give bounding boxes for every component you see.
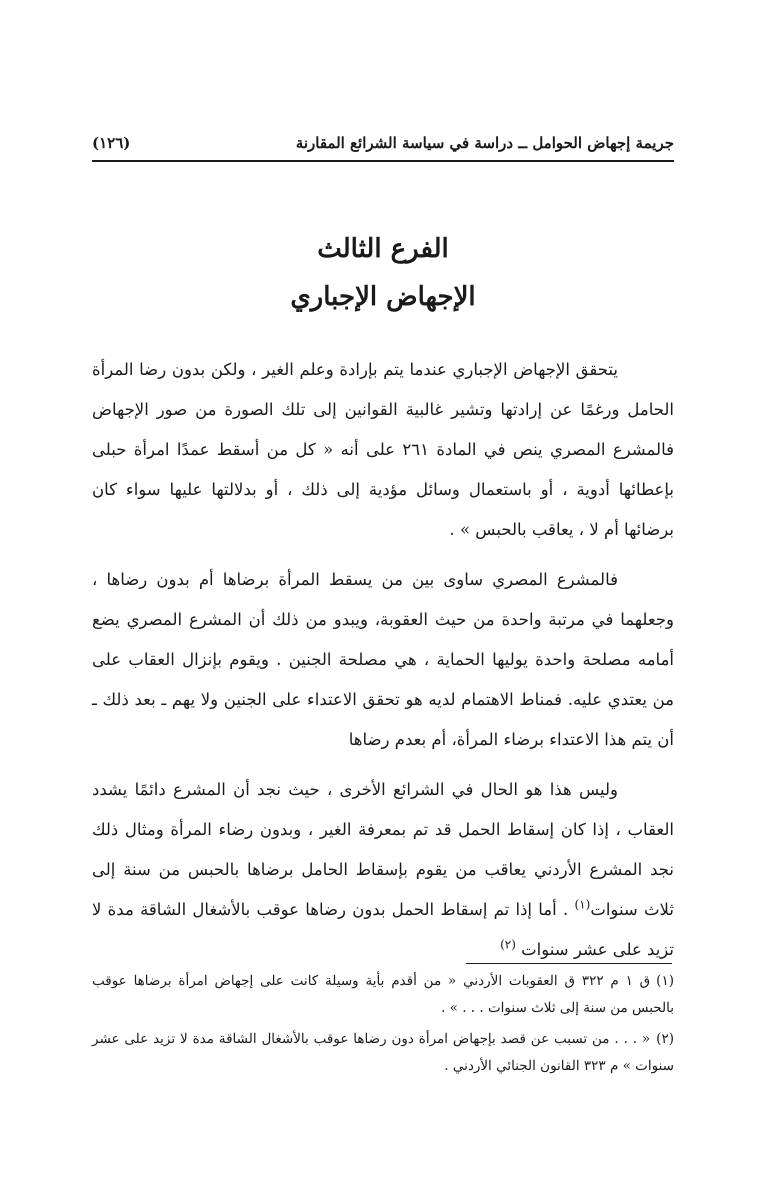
paragraph-3-part-2: . أما إذا تم إسقاط الحمل بدون رضاها عوقب بالأشغال الشاقة مدة لا تزيد على عشر سنوات [92, 900, 674, 959]
footnote-marker-2: (٢) [500, 937, 516, 952]
paragraph-3-part-1: وليس هذا هو الحال في الشرائع الأخرى ، حيث نجد أن المشرع دائمًا يشدد العقاب ، إذا كان إسقاط الحمل قد تم بمعرفة الغير ، وبدون رضاء المرأة ومثال ذلك نجد المشرع الأردني يعاقب من يقوم بإسقاط الحامل برضاها بالحبس من سنة إلى ثلاث سنوات [92, 780, 675, 919]
section-title: الفرع الثالث [317, 234, 449, 264]
paragraph-3 [92, 770, 674, 970]
section-subtitle: الإجهاض الإجباري [290, 282, 476, 312]
footnote-2-text: « . . . من تسبب عن قصد بإجهاض امرأة دون رضاها عوقب بالأشغال الشاقة مدة لا تزيد على عشر سنوات » م ٣٢٣ القانون الجنائي الأردني . [92, 1031, 674, 1074]
footnote-1-number: (١) [656, 973, 674, 989]
header-divider [92, 160, 674, 162]
footnote-2-number: (٢) [656, 1031, 674, 1047]
footnote-1-text: ق ١ م ٣٢٢ ق العقوبات الأردني « من أقدم بأية وسيلة كانت على إجهاض امرأة برضاها عوقب بالحبس من سنة إلى ثلاث سنوات . . . » . [92, 973, 674, 1016]
footnote-2 [92, 1026, 674, 1080]
page-number: (١٢٦) [92, 134, 131, 152]
body-text [92, 350, 674, 970]
running-header [92, 128, 674, 158]
footnote-marker-1: (١) [574, 897, 591, 912]
footnote-1 [92, 968, 674, 1022]
footnote-divider [466, 963, 672, 964]
paragraph-2: فالمشرع المصري ساوى بين من يسقط المرأة برضاها أم بدون رضاها ، وجعلهما في مرتبة واحدة من حيث العقوبة، ويبدو من ذلك أن المشرع المصري يضع أمامه مصلحة واحدة يوليها الحماية ، هي مصلحة الجنين . ويقوم بإنزال العقاب على من يعتدي عليه. فمناط الاهتمام لديه هو تحقق الاعتداء على الجنين ولا يهم ـ بعد ذلك ـ أن يتم هذا الاعتداء برضاء المرأة، أم بعدم رضاها [92, 570, 674, 749]
running-title: جريمة إجهاض الحوامل ــ دراسة في سياسة الشرائع المقارنة [295, 134, 674, 152]
footnotes [92, 968, 674, 1084]
paragraph-1: يتحقق الإجهاض الإجباري عندما يتم بإرادة وعلم الغير ، ولكن بدون رضا المرأة الحامل ورغمًا عن إرادتها وتشير غالبية القوانين إلى تلك الصورة من صور الإجهاض فالمشرع المصري ينص في المادة ٢٦١ على أنه « كل من أسقط عمدًا امرأة حبلى بإعطائها أدوية ، أو باستعمال وسائل مؤدية إلى ذلك ، أو بدلالتها عليها سواء كان برضائها أم لا ، يعاقب بالحبس » . [92, 360, 674, 539]
